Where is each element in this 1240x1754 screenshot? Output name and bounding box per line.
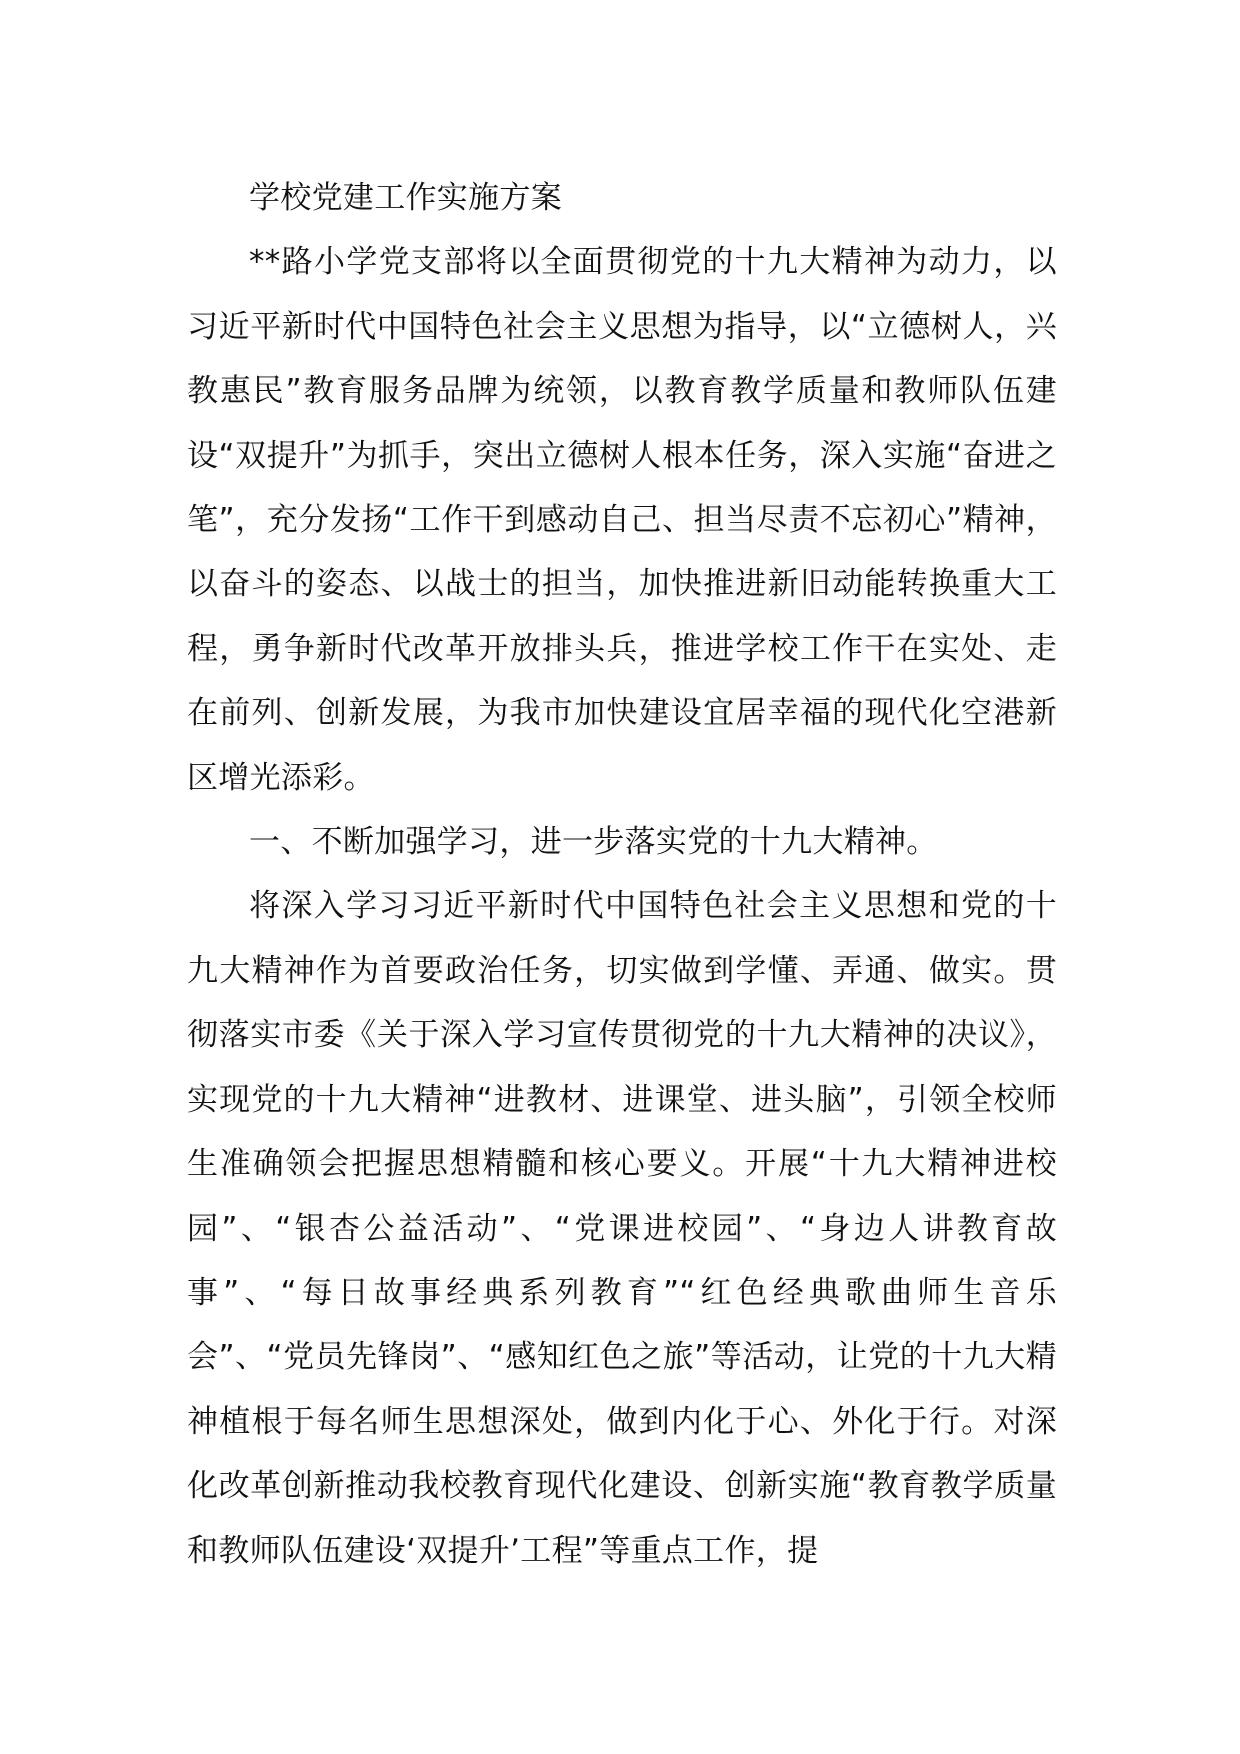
document-title: 学校党建工作实施方案 xyxy=(249,180,562,216)
section-1-paragraph: 将深入学习习近平新时代中国特色社会主义思想和党的十九大精神作为首要政治任务，切实做到学懂、弄通、做实。贯彻落实市委《关于深入学习宣传贯彻党的十九大精神的决议》，实现党的十九大精神“进教材、进课堂、进头脑”，引领全校师生准确领会把握思想精髓和核心要义。开展“十九大精神进校园”、“银杏公益活动”、“党课进校园”、“身边人讲教育故事”、“每日故事经典系列教育”“红色经典歌曲师生音乐会”、“党员先锋岗”、“感知红色之旅”等活动，让党的十九大精神植根于每名师生思想深处，做到内化于心、外化于行。对深化改革创新推动我校教育现代化建设、创新实施“教育教学质量和教师队伍建设‘双提升’工程”等重点工作，提 xyxy=(187,888,1057,1569)
document-body xyxy=(187,166,1057,1583)
intro-paragraph: **路小学党支部将以全面贯彻党的十九大精神为动力，以习近平新时代中国特色社会主义思想为指导，以“立德树人，兴教惠民”教育服务品牌为统领，以教育教学质量和教师队伍建设“双提升”为抓手，突出立德树人根本任务，深入实施“奋进之笔”，充分发扬“工作干到感动自己、担当尽责不忘初心”精神，以奋斗的姿态、以战士的担当，加快推进新旧动能转换重大工程，勇争新时代改革开放排头兵，推进学校工作干在实处、走在前列、创新发展，为我市加快建设宜居幸福的现代化空港新区增光添彩。 xyxy=(187,244,1057,796)
section-heading-1: 一、不断加强学习，进一步落实党的十九大精神。 xyxy=(249,824,938,861)
